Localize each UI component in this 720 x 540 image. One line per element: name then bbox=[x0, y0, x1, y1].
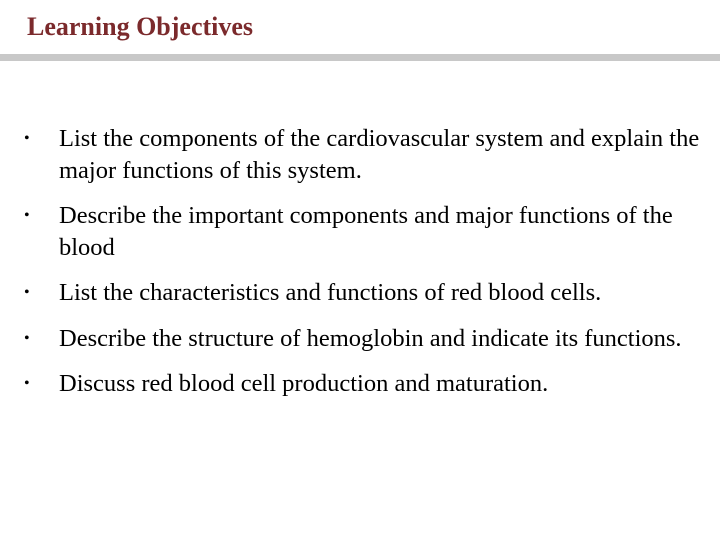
objective-item bbox=[24, 200, 714, 263]
objective-item bbox=[24, 368, 714, 400]
bullet-icon: • bbox=[24, 207, 30, 224]
bullet-icon: • bbox=[24, 375, 30, 392]
objective-item bbox=[24, 323, 714, 355]
bullet-icon: • bbox=[24, 329, 30, 347]
title-divider bbox=[0, 54, 720, 61]
objective-text: Discuss red blood cell production and maturation. bbox=[59, 370, 549, 397]
bullet-icon: • bbox=[24, 284, 30, 301]
objective-text: Describe the important components and major functions of the blood bbox=[59, 202, 673, 261]
slide-title: Learning Objectives bbox=[27, 12, 254, 41]
objective-text: List the components of the cardiovascular system and explain the major functions of this system. bbox=[59, 125, 700, 184]
objective-text: List the characteristics and functions of red blood cells. bbox=[59, 279, 602, 306]
bullet-icon: • bbox=[24, 130, 30, 147]
objectives-list bbox=[24, 123, 714, 414]
objective-text: Describe the structure of hemoglobin and indicate its functions. bbox=[59, 324, 682, 352]
objective-item bbox=[24, 277, 714, 309]
objective-item bbox=[24, 123, 714, 186]
